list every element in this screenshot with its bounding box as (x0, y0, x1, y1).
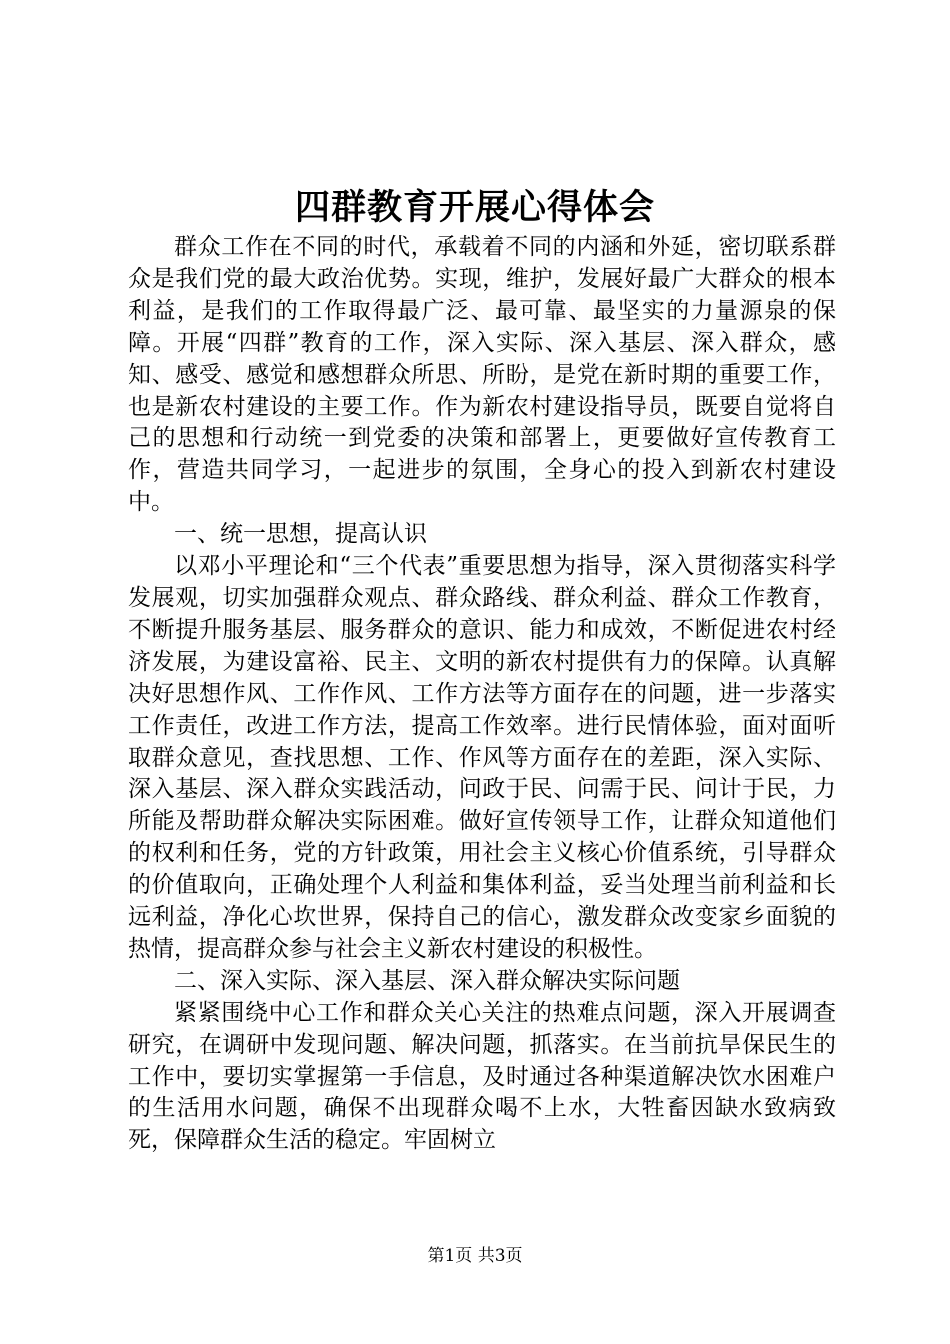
document-body (128, 232, 836, 1157)
document-title: 四群教育开展心得体会 (294, 187, 655, 228)
paragraph-intro: 群众工作在不同的时代，承载着不同的内涵和外延，密切联系群众是我们党的最大政治优势。实现，维护，发展好最广大群众的根本利益，是我们的工作取得最广泛、最可靠、最坚实的力量源泉的保障。开展“四群”教育的工作，深入实际、深入基层、深入群众，感知、感受、感觉和感想群众所思、所盼，是党在新时期的重要工作，也是新农村建设的主要工作。作为新农村建设指导员，既要自觉将自己的思想和行动统一到党委的决策和部署上，更要做好宣传教育工作，营造共同学习，一起进步的氛围，全身心的投入到新农村建设中。 (128, 234, 836, 516)
page-number-footer: 第1页 共3页 (427, 1246, 523, 1266)
section-heading-1: 一、统一思想，提高认识 (174, 521, 427, 548)
paragraph-section-2: 紧紧围绕中心工作和群众关心关注的热难点问题，深入开展调查研究，在调研中发现问题、解决问题，抓落实。在当前抗旱保民生的工作中，要切实掌握第一手信息，及时通过各种渠道解决饮水困难户的生活用水问题，确保不出现群众喝不上水，大牲畜因缺水致病致死，保障群众生活的稳定。牢固树立 (128, 999, 836, 1154)
section-heading-2: 二、深入实际、深入基层、深入群众解决实际问题 (174, 967, 680, 994)
paragraph-section-1: 以邓小平理论和“三个代表”重要思想为指导，深入贯彻落实科学发展观，切实加强群众观点、群众路线、群众利益、群众工作教育，不断提升服务基层、服务群众的意识、能力和成效，不断促进农村经济发展，为建设富裕、民主、文明的新农村提供有力的保障。认真解决好思想作风、工作作风、工作方法等方面存在的问题，进一步落实工作责任，改进工作方法，提高工作效率。进行民情体验，面对面听取群众意见，查找思想、工作、作风等方面存在的差距，深入实际、深入基层、深入群众实践活动，问政于民、问需于民、问计于民，力所能及帮助群众解决实际困难。做好宣传领导工作，让群众知道他们的权利和任务，党的方针政策，用社会主义核心价值系统，引导群众的价值取向，正确处理个人利益和集体利益，妥当处理当前利益和长远利益，净化心坎世界，保持自己的信心，激发群众改变家乡面貌的热情，提高群众参与社会主义新农村建设的积极性。 (128, 553, 836, 962)
